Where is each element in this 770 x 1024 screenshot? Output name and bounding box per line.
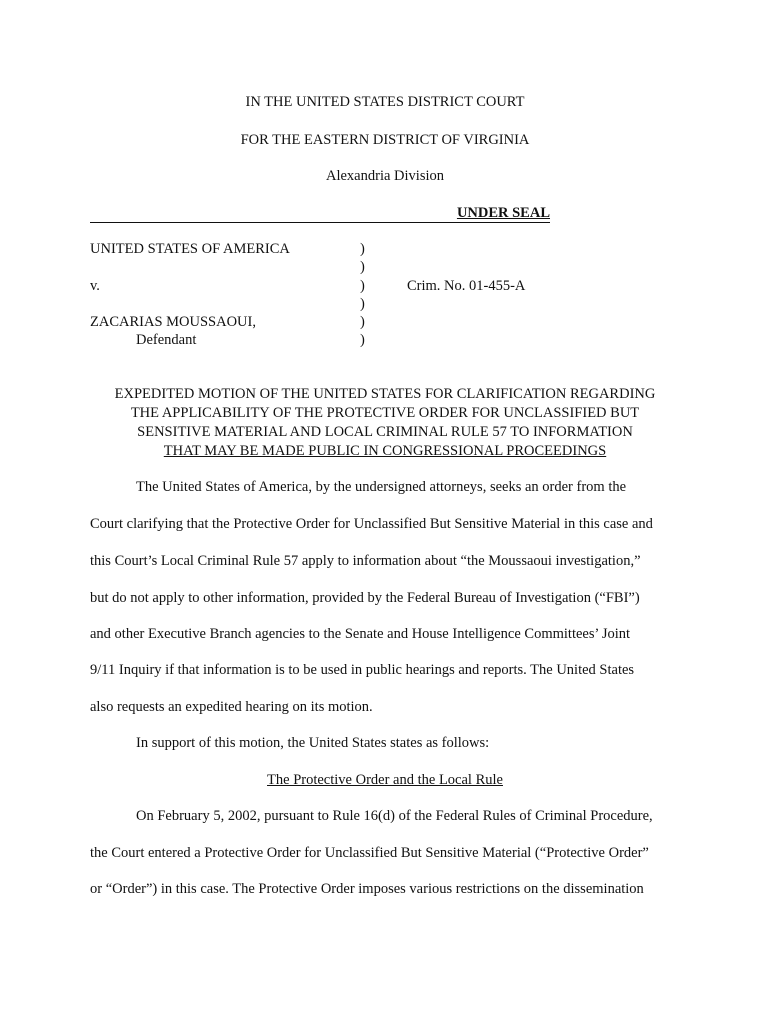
motion-title-line: EXPEDITED MOTION OF THE UNITED STATES FOR CLARIFICATION REGARDING bbox=[114, 386, 656, 402]
motion-title-line: THE APPLICABILITY OF THE PROTECTIVE ORDER FOR UNCLASSIFIED BUT bbox=[130, 405, 640, 421]
caption-paren: ) bbox=[360, 259, 365, 275]
defendant-role: Defendant bbox=[136, 332, 197, 348]
section-heading: The Protective Order and the Local Rule bbox=[267, 772, 503, 788]
case-number: Crim. No. 01-455-A bbox=[407, 278, 526, 294]
body-line: the Court entered a Protective Order for Unclassified But Sensitive Material (“Protective Order” bbox=[90, 845, 649, 861]
body-line: or “Order”) in this case. The Protective Order imposes various restrictions on the dissemination bbox=[90, 881, 644, 897]
caption-paren: ) bbox=[360, 314, 365, 330]
caption-paren: ) bbox=[360, 332, 365, 348]
caption-paren: ) bbox=[360, 278, 365, 294]
body-line: but do not apply to other information, provided by the Federal Bureau of Investigation (“FBI”) bbox=[90, 590, 640, 606]
body-line: 9/11 Inquiry if that information is to be used in public hearings and reports. The United States bbox=[90, 662, 635, 678]
body-line: In support of this motion, the United States states as follows: bbox=[136, 735, 490, 751]
caption-paren: ) bbox=[360, 296, 365, 312]
motion-title-line: THAT MAY BE MADE PUBLIC IN CONGRESSIONAL PROCEEDINGS bbox=[163, 443, 607, 459]
division-name: Alexandria Division bbox=[326, 168, 444, 184]
caption-paren: ) bbox=[360, 241, 365, 257]
body-line: and other Executive Branch agencies to the Senate and House Intelligence Committees’ Joint bbox=[90, 626, 631, 642]
district-name: FOR THE EASTERN DISTRICT OF VIRGINIA bbox=[240, 132, 530, 148]
under-seal-rule bbox=[90, 204, 550, 223]
body-line: also requests an expedited hearing on its motion. bbox=[90, 699, 373, 715]
plaintiff-name: UNITED STATES OF AMERICA bbox=[90, 241, 290, 257]
under-seal-label: UNDER SEAL bbox=[456, 205, 550, 221]
body-line: Court clarifying that the Protective Order for Unclassified But Sensitive Material in this case and bbox=[90, 516, 653, 532]
defendant-name: ZACARIAS MOUSSAOUI, bbox=[90, 314, 256, 330]
body-line: On February 5, 2002, pursuant to Rule 16(d) of the Federal Rules of Criminal Procedure, bbox=[136, 808, 653, 824]
body-line: this Court’s Local Criminal Rule 57 apply to information about “the Moussaoui investigation,” bbox=[90, 553, 641, 569]
court-name: IN THE UNITED STATES DISTRICT COURT bbox=[245, 94, 525, 110]
motion-title-line: SENSITIVE MATERIAL AND LOCAL CRIMINAL RULE 57 TO INFORMATION bbox=[137, 424, 633, 440]
versus-label: v. bbox=[90, 278, 100, 294]
body-line: The United States of America, by the undersigned attorneys, seeks an order from the bbox=[136, 479, 627, 495]
